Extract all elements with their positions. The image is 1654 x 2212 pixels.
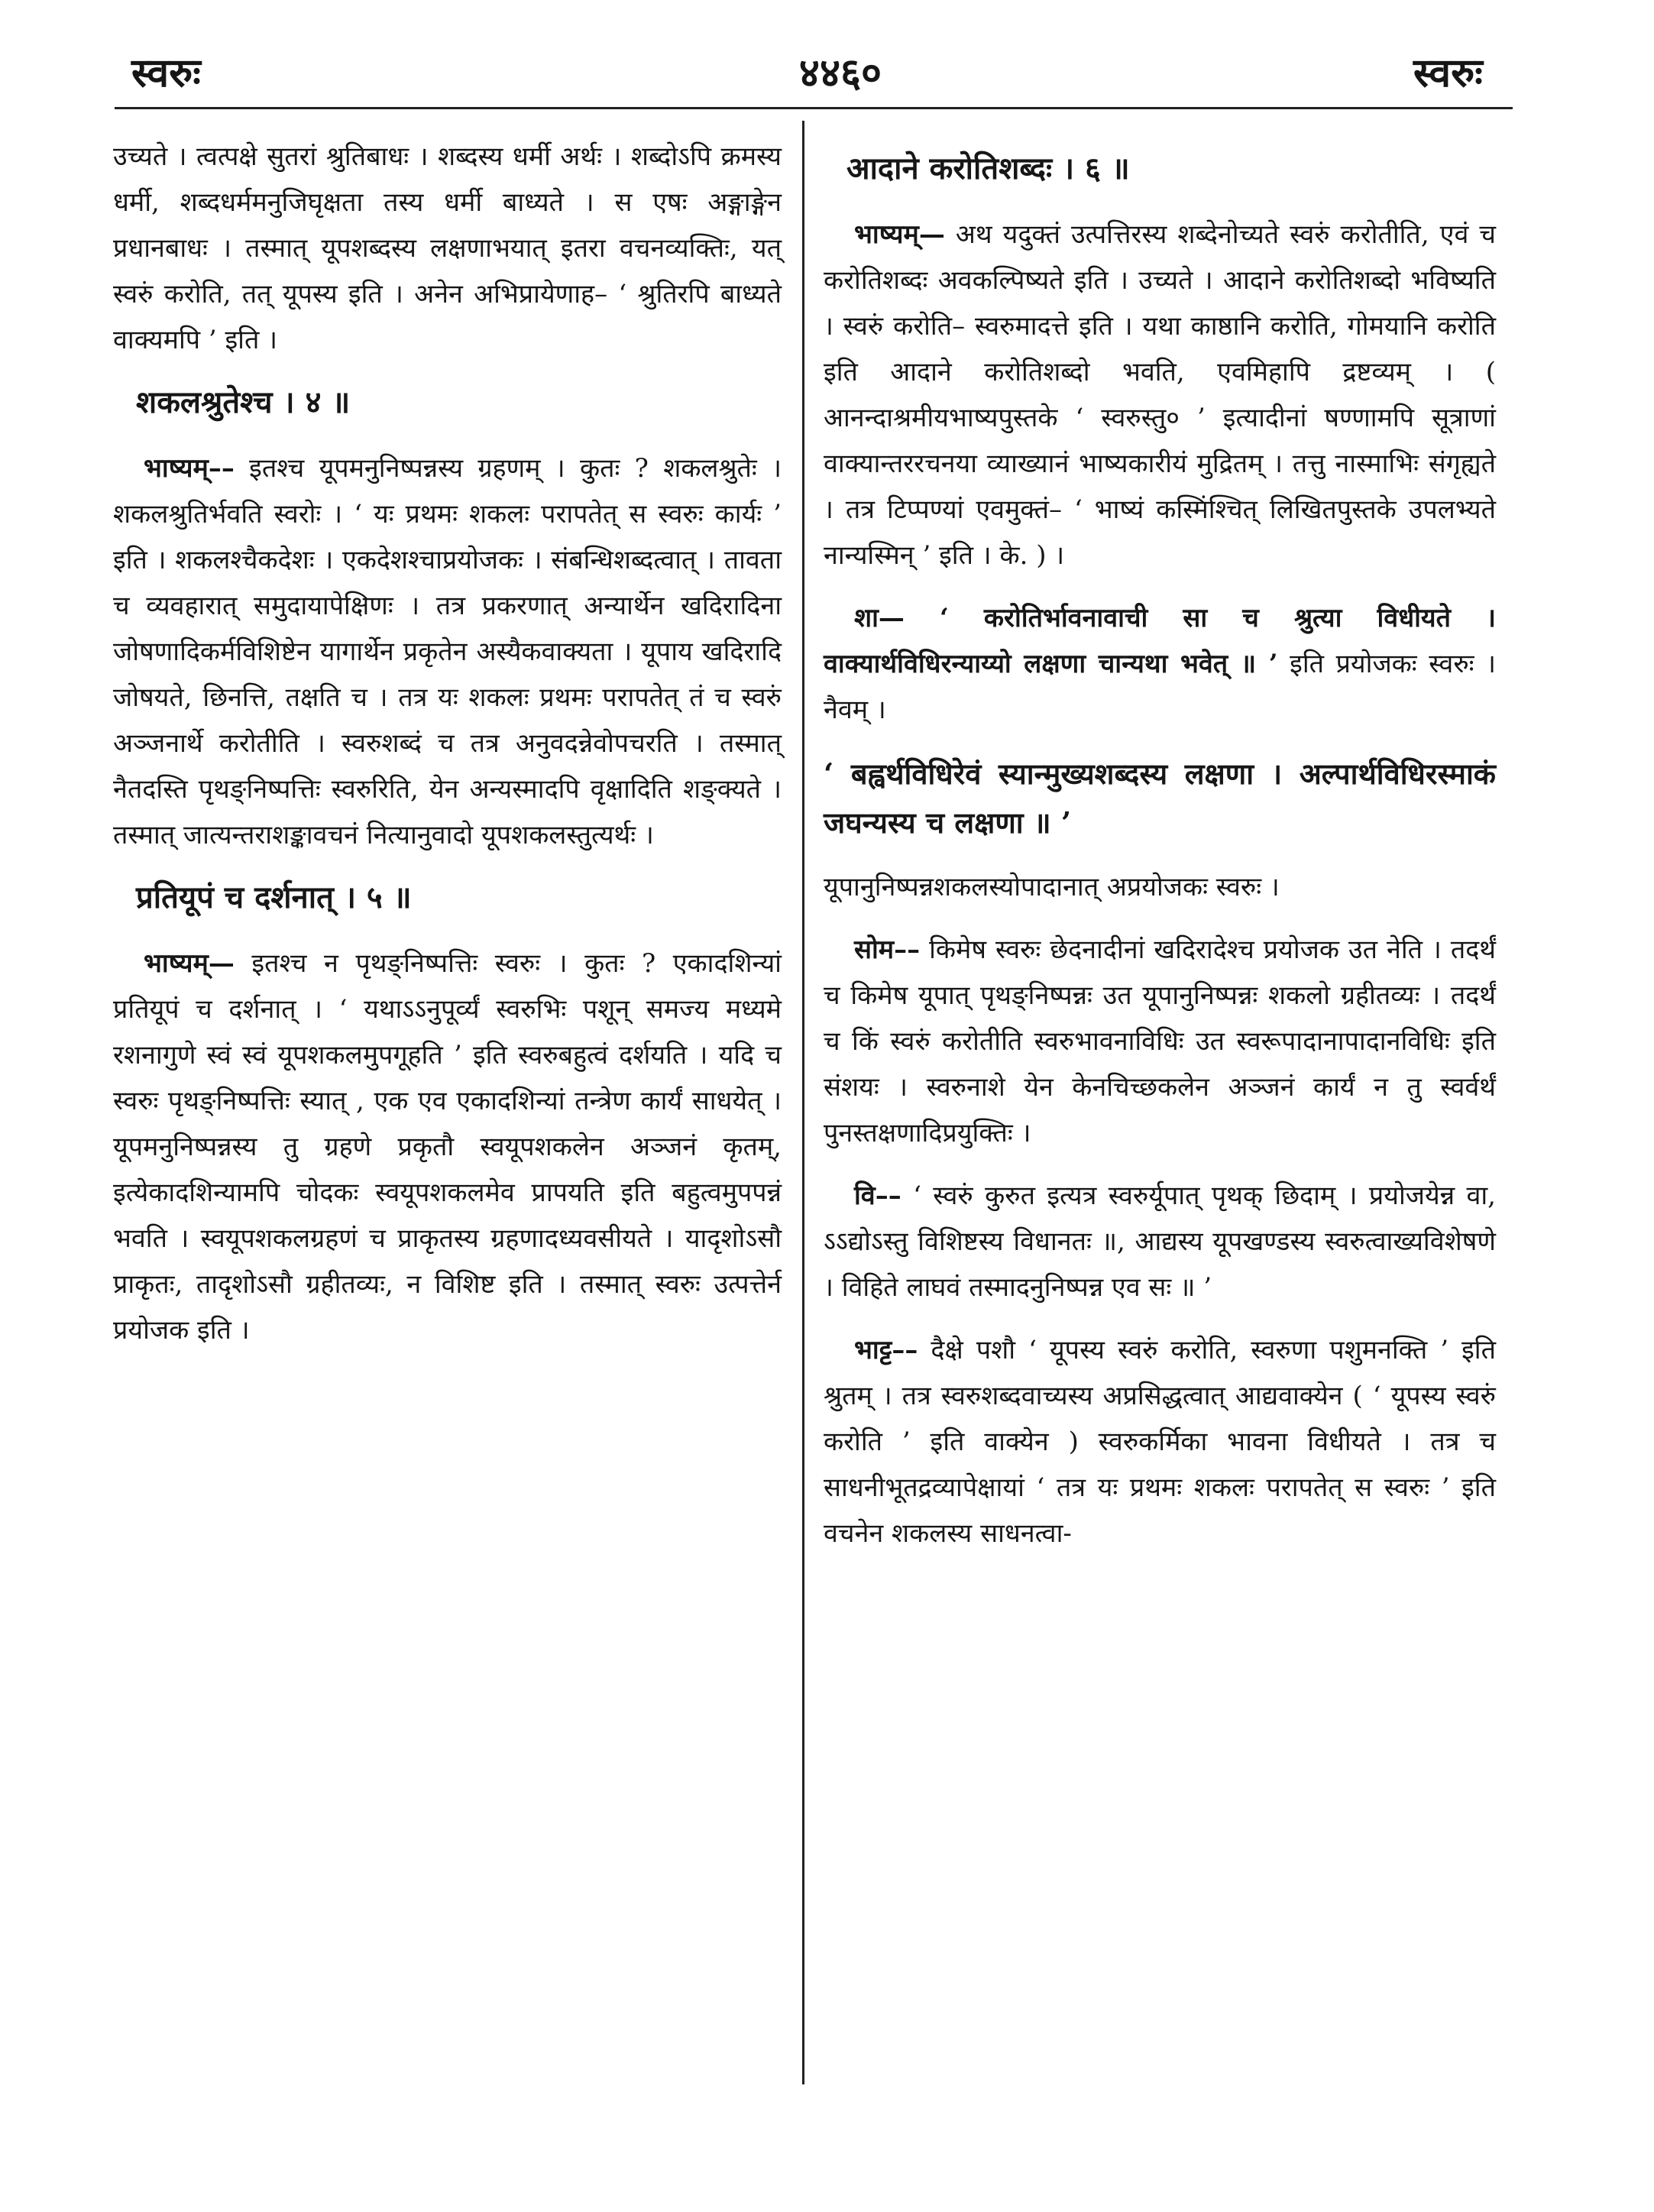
sutra-4: शकलश्रुतेश्च । ४ ॥ [136, 384, 351, 420]
bhatta-text: दैक्षे पशौ ‘ यूपस्य स्वरुं करोति, स्वरुणा पशुमनक्ति ’ इति श्रुतम् । तत्र स्वरुशब्दवाच्यस्य अप्रसिद्धत्वात् आद्यवाक्येन ( ‘ यूपस्य स्वरुं करोति ’ इति वाक्येन ) स्वरुकर्मिका भावना विधीयते । तत्र च साधनीभूतद्रव्यापेक्षायां ‘ तत्र यः प्रथमः शकलः परापतेत् स स्वरुः ’ इति वचनेन शकलस्य साधनत्वा- [824, 1335, 1496, 1549]
bhatta-label: भाट्ट–– [854, 1335, 918, 1365]
bhashya-4-text: इतश्च यूपमनुनिष्पन्नस्य ग्रहणम् । कुतः ? शकलश्रुतेः । शकलश्रुतिर्भवति स्वरोः । ‘ यः प्रथमः शकलः परापतेत् स स्वरुः कार्यः ’ इति । शकलश्चैकदेशः । एकदेशश्चाप्रयोजकः । संबन्धिशब्दत्वात् । तावता च व्यवहारात् समुदायापेक्षिणः । तत्र प्रकरणात् अन्यार्थेन खदिरादिना जोषणादिकर्मविशिष्टेन यागार्थेन प्रकृतेन अस्यैकवाक्यता । यूपाय खदिरादि जोषयते, छिनत्ति, तक्षति च । तत्र यः शकलः प्रथमः परापतेत् तं च स्वरुं अञ्जनार्थे करोतीति । स्वरुशब्दं च तत्र अनुवदन्नेवोपचरति । तस्मात् नैतदस्ति पृथङ्निष्पत्तिः स्वरुरिति, येन अन्यस्मादपि वृक्षादिति शङ्क्यते । तस्मात् जात्यन्तराशङ्कावचनं नित्यानुवादो यूपशकलस्तुत्यर्थः । [113, 453, 782, 850]
sha-label: शा— [854, 603, 905, 633]
column-divider [802, 121, 804, 2084]
soma-label: सोम–– [854, 934, 921, 965]
bhashya-6 [824, 212, 1496, 578]
right-column [824, 134, 1496, 1573]
left-column [113, 134, 782, 1370]
bhashya-6-label: भाष्यम्— [854, 219, 945, 250]
shastradipika-comment [824, 595, 1496, 733]
page-number: ४४६० [798, 50, 882, 96]
sutra-5: प्रतियूपं च दर्शनात् । ५ ॥ [136, 879, 412, 915]
sha-tail: यूपानुनिष्पन्नशकलस्योपादानात् अप्रयोजकः स्वरुः । [824, 872, 1280, 902]
running-head-right: स्वरुः [1413, 50, 1483, 96]
bhashya-5-text: इतश्च न पृथङ्निष्पत्तिः स्वरुः । कुतः ? एकादशिन्यां प्रतियूपं च दर्शनात् । ‘ यथाऽऽनुपूर्व्यं स्वरुभिः पशून् समज्य मध्यमे रशनागुणे स्वं स्वं यूपशकलमुपगूहति ’ इति स्वरुबहुत्वं दर्शयति । यदि च स्वरुः पृथङ्निष्पत्तिः स्यात् , एक एव एकादशिन्यां तन्त्रेण कार्यं साधयेत् । यूपमनुनिष्पन्नस्य तु ग्रहणे प्रकृतौ स्वयूपशकलेन अञ्जनं कृतम्, इत्येकादशिन्यामपि चोदकः स्वयूपशकलमेव प्रापयति इति बहुत्वमुपपन्नं भवति । स्वयूपशकलग्रहणं च प्राकृतस्य ग्रहणादध्यवसीयते । यादृशोऽसौ प्राकृतः, तादृशोऽसौ ग्रहीतव्यः, न विशिष्ट इति । तस्मात् स्वरुः उत्पत्तेर्न प्रयोजक इति । [113, 948, 782, 1346]
vi-text: ‘ स्वरुं कुरुत इत्यत्र स्वरुर्यूपात् पृथक् छिदाम् । प्रयोजयेन्न वा, ऽऽद्योऽस्तु विशिष्टस्य विधानतः ॥, आद्यस्य यूपखण्डस्य स्वरुत्वाख्यविशेषणे । विहिते लाघवं तस्मादनुनिष्पन्न एव सः ॥ ’ [824, 1180, 1496, 1303]
bhashya-5 [113, 941, 782, 1353]
bhashya-4-label: भाष्यम्–– [144, 453, 235, 484]
header-rule [115, 107, 1513, 109]
sha-verse-2: ‘ बह्वर्थविधिरेवं स्यान्मुख्यशब्दस्य लक्षणा । अल्पार्थविधिरस्माकं जघन्यस्य च लक्षणा ॥ ’ [824, 756, 1496, 840]
sha-mid: इति प्रयोजकः स्वरुः । नैवम् । [824, 649, 1496, 725]
bhatta-comment [824, 1327, 1496, 1556]
soma-comment [824, 927, 1496, 1156]
sutra-6: आदाने करोतिशब्दः । ६ ॥ [846, 151, 1130, 186]
bhashya-5-label: भाष्यम्— [144, 948, 235, 979]
sha-verse: ‘ करोतिर्भावनावाची सा च श्रुत्या विधीयते । वाक्यार्थविधिरन्याय्यो लक्षणा चान्यथा भवेत् ॥ ’ [824, 603, 1496, 679]
bhashya-6-text: अथ यदुक्तं उत्पत्तिरस्य शब्देनोच्यते स्वरुं करोतीति, एवं च करोतिशब्दः अवकल्पिष्यते इति । उच्यते । आदाने करोतिशब्दो भविष्यति । स्वरुं करोति– स्वरुमादत्ते इति । यथा काष्ठानि करोति, गोमयानि करोति इति आदाने करोतिशब्दो भवति, एवमिहापि द्रष्टव्यम् । ( आनन्दाश्रमीयभाष्यपुस्तके ‘ स्वरुस्तु० ’ इत्यादीनां षण्णामपि सूत्राणां वाक्यान्तररचनया व्याख्यानं भाष्यकारीयं मुद्रितम् । तत्तु नास्माभिः संगृह्यते । तत्र टिप्पण्यां एवमुक्तं– ‘ भाष्यं कस्मिंश्चित् लिखितपुस्तके उपलभ्यते नान्यस्मिन् ’ इति । के. ) । [824, 219, 1496, 571]
left-paragraph-1: उच्यते । त्वत्पक्षे सुतरां श्रुतिबाधः । शब्दस्य धर्मी अर्थः । शब्दोऽपि क्रमस्य धर्मी, शब्दधर्ममनुजिघृक्षता तस्य धर्मी बाध्यते । स एषः अङ्गाङ्गेन प्रधानबाधः । तस्मात् यूपशब्दस्य लक्षणाभयात् इतरा वचनव्यक्तिः, यत् स्वरुं करोति, तत् यूपस्य इति । अनेन अभिप्रायेणाह– ‘ श्रुतिरपि बाध्यते वाक्यमपि ’ इति । [113, 141, 782, 355]
soma-text: किमेष स्वरुः छेदनादीनां खदिरादेश्च प्रयोजक उत नेति । तदर्थं च किमेष यूपात् पृथङ्निष्पन्नः उत यूपानुनिष्पन्नः शकलो ग्रहीतव्यः । तदर्थं च किं स्वरुं करोतीति स्वरुभावनाविधिः उत स्वरूपादानापादानविधिः इति संशयः । स्वरुनाशे येन केनचिच्छकलेन अञ्जनं कार्यं न तु स्वर्वर्थं पुनस्तक्षणादिप्रयुक्तिः । [824, 934, 1496, 1148]
bhashya-4 [113, 445, 782, 858]
vi-label: वि–– [854, 1180, 901, 1211]
running-head-left: स्वरुः [131, 50, 201, 96]
vi-comment [824, 1173, 1496, 1310]
